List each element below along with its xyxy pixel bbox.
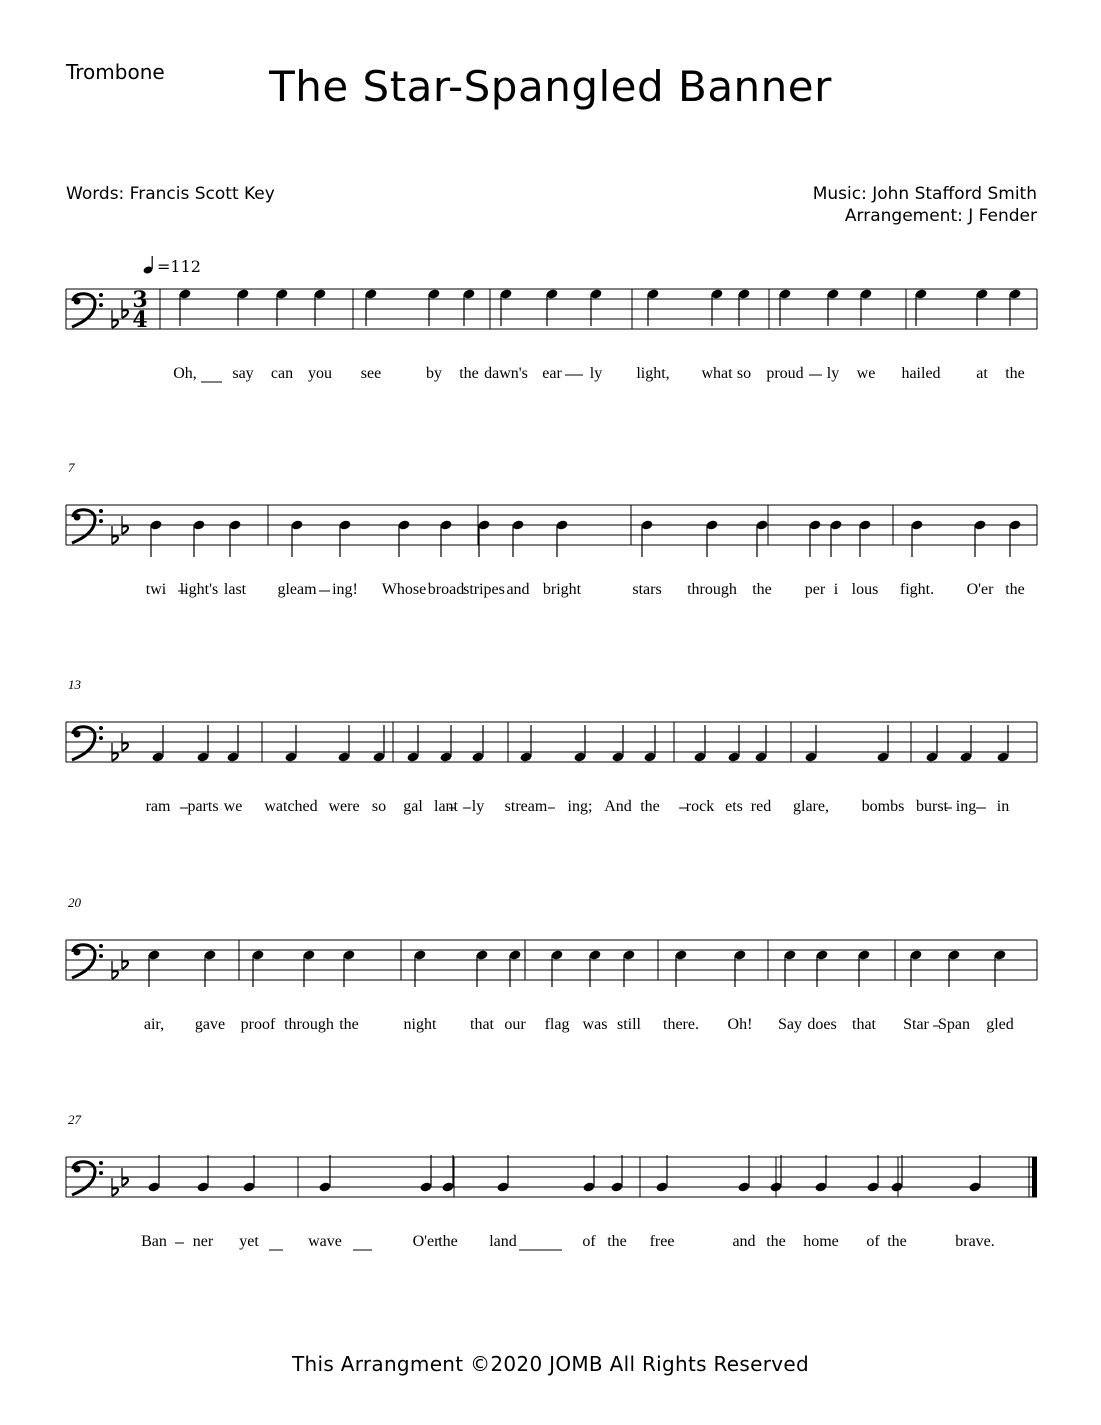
lyric-syllable: light,	[636, 365, 670, 382]
lyric-syllable: stream	[504, 798, 548, 815]
note-head	[804, 725, 817, 763]
lyric-syllable: through	[284, 1016, 334, 1033]
lyric-syllable: dawn's	[484, 365, 528, 382]
lyric-syllable: bright	[542, 581, 582, 598]
lyric-syllable: still	[616, 1016, 642, 1033]
note-head	[737, 288, 750, 326]
lyric-syllable: hailed	[901, 365, 941, 382]
lyricist-credit: Words: Francis Scott Key	[66, 184, 275, 204]
note-head	[611, 725, 624, 763]
lyric-syllable: ing;	[567, 798, 593, 815]
note-head	[973, 519, 986, 557]
note-head	[755, 519, 768, 557]
final-barline-thick	[1032, 1157, 1037, 1197]
lyric-syllable: fight.	[899, 581, 935, 598]
note-head	[910, 519, 923, 557]
note-head	[826, 288, 839, 326]
note-head	[496, 1155, 509, 1193]
bass-clef-icon	[72, 726, 103, 760]
note-head	[610, 1155, 623, 1193]
note-head	[555, 519, 568, 557]
lyric-syllable: Ban	[141, 1233, 167, 1250]
lyric-syllable: we	[856, 365, 876, 382]
lyric-syllable: And	[604, 798, 632, 815]
lyric-syllable: of	[582, 1233, 596, 1250]
note-head	[242, 1155, 255, 1193]
lyric-syllable: our	[504, 1016, 526, 1033]
note-head	[342, 949, 355, 987]
note-head	[866, 1155, 879, 1193]
lyric-syllable: home	[803, 1233, 839, 1250]
note-head	[1008, 288, 1021, 326]
note-head	[499, 288, 512, 326]
note-head	[196, 1155, 209, 1193]
note-head	[858, 519, 871, 557]
lyric-syllable: lant	[434, 798, 458, 815]
note-head	[909, 949, 922, 987]
note-head	[573, 725, 586, 763]
note-head	[226, 725, 239, 763]
note-head	[876, 725, 889, 763]
lyric-syllable: in	[996, 798, 1010, 815]
note-head	[727, 725, 740, 763]
bass-clef-icon	[72, 293, 103, 327]
lyric-syllable: the	[640, 798, 660, 815]
note-head	[318, 1155, 331, 1193]
note-head	[545, 288, 558, 326]
staff-system	[0, 1097, 1101, 1277]
note-head	[993, 949, 1006, 987]
note-head	[477, 519, 490, 557]
note-head	[203, 949, 216, 987]
note-head	[814, 1155, 827, 1193]
staff-system	[0, 880, 1101, 1060]
note-head	[511, 519, 524, 557]
lyric-syllable: light's	[179, 581, 219, 598]
note-head	[778, 288, 791, 326]
note-head	[783, 949, 796, 987]
lyric-syllable: the	[1005, 581, 1025, 598]
lyric-syllable: O'er	[966, 581, 994, 598]
lyric-syllable: ly	[826, 365, 840, 382]
lyric-syllable: ets	[725, 798, 743, 815]
lyric-syllable: rock	[685, 798, 715, 815]
note-head	[147, 949, 160, 987]
note-head	[475, 949, 488, 987]
note-head	[622, 949, 635, 987]
note-head	[959, 725, 972, 763]
note-head	[968, 1155, 981, 1193]
note-head	[925, 725, 938, 763]
note-head	[643, 725, 656, 763]
lyric-syllable: we	[223, 798, 243, 815]
note-head	[149, 519, 162, 557]
lyric-syllable: the	[438, 1233, 458, 1250]
lyric-syllable: proof	[240, 1016, 276, 1033]
lyric-syllable: and	[506, 581, 530, 598]
lyric-syllable: through	[687, 581, 737, 598]
measure-number: 27	[68, 1112, 81, 1127]
lyric-syllable: last	[223, 581, 247, 598]
note-head	[251, 949, 264, 987]
instrument-label: Trombone	[66, 60, 165, 84]
lyric-syllable: watched	[264, 798, 318, 815]
lyric-syllable: the	[1005, 365, 1025, 382]
note-head	[859, 288, 872, 326]
note-head	[147, 1155, 160, 1193]
note-head	[693, 725, 706, 763]
note-head	[427, 288, 440, 326]
note-head	[441, 1155, 454, 1193]
note-head	[975, 288, 988, 326]
lyric-syllable: stars	[632, 581, 662, 598]
note-head	[236, 288, 249, 326]
lyric-syllable: land	[489, 1233, 517, 1250]
note-head	[754, 725, 767, 763]
note-head	[519, 725, 532, 763]
note-head	[192, 519, 205, 557]
note-head	[471, 725, 484, 763]
lyric-syllable: glare,	[793, 798, 829, 815]
lyric-syllable: night	[403, 1016, 437, 1033]
note-head	[582, 1155, 595, 1193]
note-head	[313, 288, 326, 326]
lyric-syllable: ing!	[332, 581, 358, 598]
note-head	[290, 519, 303, 557]
tempo-value: =112	[157, 257, 201, 276]
lyric-syllable: say	[232, 365, 254, 382]
lyric-syllable: i	[833, 581, 839, 598]
lyric-syllable: gave	[194, 1016, 226, 1033]
lyric-syllable: at	[976, 365, 988, 382]
lyric-syllable: was	[582, 1016, 608, 1033]
note-head	[640, 519, 653, 557]
lyric-syllable: ly	[589, 365, 603, 382]
measure-number: 20	[68, 895, 81, 910]
lyric-syllable: what	[701, 365, 733, 382]
lyric-syllable: ing	[955, 798, 977, 815]
note-head	[733, 949, 746, 987]
page-title: The Star-Spangled Banner	[269, 62, 832, 111]
note-head	[947, 949, 960, 987]
lyric-syllable: by	[426, 365, 442, 382]
lyric-syllable: the	[339, 1016, 359, 1033]
bass-clef-icon	[72, 1161, 103, 1195]
note-head	[646, 288, 659, 326]
note-head	[588, 949, 601, 987]
note-head	[439, 725, 452, 763]
lyric-syllable: Oh!	[727, 1016, 753, 1033]
note-head	[890, 1155, 903, 1193]
lyric-syllable: that	[470, 1016, 494, 1033]
lyric-syllable: so	[371, 798, 387, 815]
lyric-syllable: per	[804, 581, 826, 598]
staff-system	[0, 229, 1101, 409]
lyric-syllable: parts	[187, 798, 219, 815]
lyric-syllable: the	[887, 1233, 907, 1250]
lyric-syllable: flag	[544, 1016, 570, 1033]
bass-clef-icon	[72, 944, 103, 978]
arranger-credit: Arrangement: J Fender	[844, 206, 1037, 226]
bass-clef-icon	[72, 509, 103, 543]
lyric-syllable: ner	[192, 1233, 214, 1250]
note-head	[462, 288, 475, 326]
measure-number: 7	[68, 460, 75, 475]
note-head	[397, 519, 410, 557]
lyric-syllable: twi	[145, 581, 167, 598]
lyric-syllable: air,	[143, 1016, 165, 1033]
note-head	[439, 519, 452, 557]
copyright-footer: This Arrangment ©2020 JOMB All Rights Reserved	[291, 1352, 809, 1376]
lyric-syllable: does	[807, 1016, 837, 1033]
lyric-syllable: that	[852, 1016, 876, 1033]
note-head	[151, 725, 164, 763]
staff-system	[0, 445, 1101, 625]
lyric-syllable: ear	[542, 365, 562, 382]
note-head	[419, 1155, 432, 1193]
note-head	[996, 725, 1009, 763]
lyric-syllable: burst	[916, 798, 948, 815]
note-head	[705, 519, 718, 557]
lyric-syllable: proud	[766, 365, 804, 382]
lyric-syllable: Star	[903, 1016, 929, 1033]
note-head	[710, 288, 723, 326]
lyric-syllable: brave.	[955, 1233, 995, 1250]
lyric-syllable: gal	[403, 798, 423, 815]
lyric-syllable: you	[308, 365, 332, 382]
measure-number: 13	[68, 677, 81, 692]
lyric-syllable: ly	[471, 798, 485, 815]
note-head	[284, 725, 297, 763]
lyric-syllable: Span	[938, 1016, 970, 1033]
lyric-syllable: the	[752, 581, 772, 598]
note-head	[337, 725, 350, 763]
lyric-syllable: were	[328, 798, 360, 815]
note-head	[1008, 519, 1021, 557]
lyric-syllable: there.	[663, 1016, 699, 1033]
lyric-syllable: yet	[239, 1233, 259, 1250]
lyric-syllable: lous	[851, 581, 879, 598]
lyric-syllable: ram	[145, 798, 171, 815]
note-head	[808, 519, 821, 557]
note-head	[338, 519, 351, 557]
lyric-syllable: bombs	[861, 798, 905, 815]
lyric-syllable: wave	[308, 1233, 342, 1250]
lyric-syllable: broad	[427, 581, 465, 598]
note-head	[302, 949, 315, 987]
note-head	[589, 288, 602, 326]
lyric-syllable: the	[766, 1233, 786, 1250]
lyric-syllable: stripes	[463, 581, 505, 598]
lyric-syllable: Oh,	[173, 365, 197, 382]
note-head	[655, 1155, 668, 1193]
lyric-syllable: free	[649, 1233, 675, 1250]
note-head	[178, 288, 191, 326]
note-head	[228, 519, 241, 557]
lyric-syllable: red	[750, 798, 772, 815]
lyric-syllable: gleam	[277, 581, 317, 598]
note-head	[196, 725, 209, 763]
lyric-syllable: the	[459, 365, 479, 382]
note-head	[413, 949, 426, 987]
lyric-syllable: gled	[986, 1016, 1014, 1033]
composer-credit: Music: John Stafford Smith	[812, 184, 1037, 204]
note-head	[737, 1155, 750, 1193]
note-head	[829, 519, 842, 557]
note-head	[815, 949, 828, 987]
note-head	[275, 288, 288, 326]
lyric-syllable: O'er	[412, 1233, 440, 1250]
lyric-syllable: see	[360, 365, 382, 382]
lyric-syllable: of	[866, 1233, 880, 1250]
note-head	[550, 949, 563, 987]
note-head	[857, 949, 870, 987]
lyric-syllable: Say	[778, 1016, 802, 1033]
lyric-syllable: Whose	[381, 581, 427, 598]
lyric-syllable: can	[270, 365, 294, 382]
staff-system	[0, 662, 1101, 842]
time-signature-denominator: 4	[132, 307, 148, 333]
note-head	[508, 949, 521, 987]
note-head	[674, 949, 687, 987]
note-head	[364, 288, 377, 326]
lyric-syllable: and	[732, 1233, 756, 1250]
note-head	[372, 725, 385, 763]
note-head	[406, 725, 419, 763]
lyric-syllable: the	[607, 1233, 627, 1250]
note-head	[914, 288, 927, 326]
lyric-syllable: so	[736, 365, 752, 382]
time-signature-numerator: 3	[132, 287, 148, 313]
